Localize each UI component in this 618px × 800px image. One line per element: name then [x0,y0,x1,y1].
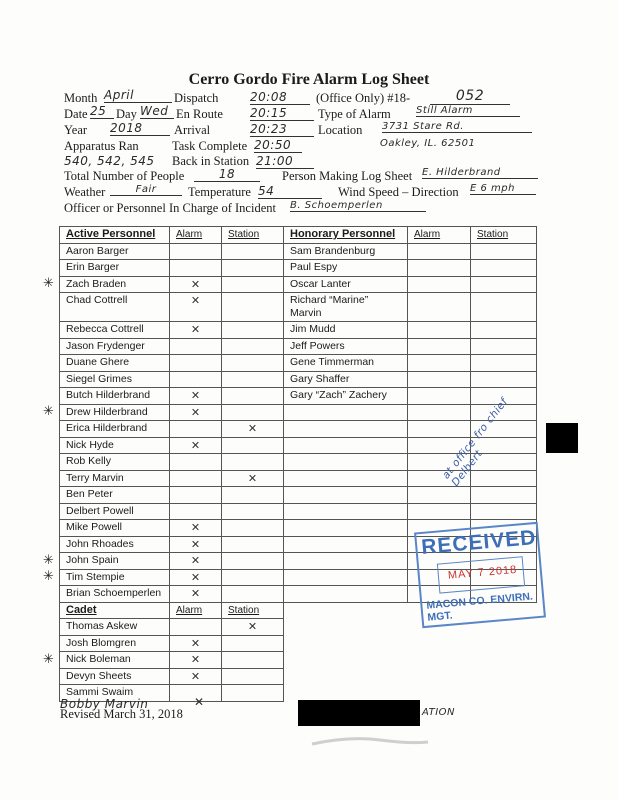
cadet-row [60,635,537,652]
station-mark [222,355,284,372]
empty-cell [471,668,537,685]
station-mark: ✕ [222,470,284,487]
honorary-name: Sam Brandenburg [284,243,408,260]
active-name: John Spain [60,553,170,570]
table-row [60,404,537,421]
alarm-header: Alarm [170,227,222,244]
station-mark [222,293,284,322]
active-name: Rob Kelly [60,454,170,471]
asterisk-mark: ✳ [43,552,54,568]
active-name: Duane Ghere [60,355,170,372]
honorary-alarm-mark [408,487,471,504]
day-label: Day [116,107,137,121]
honorary-alarm-mark [408,243,471,260]
cadet-station-mark [222,685,284,702]
active-name: Drew Hilderbrand [60,404,170,421]
apparatus-value: 540, 542, 545 [64,154,155,168]
cadet-name: Devyn Sheets [60,668,170,685]
active-name: Nick Hyde [60,437,170,454]
asterisk-mark: ✳ [43,404,54,419]
station-mark [222,520,284,537]
empty-cell [284,602,408,619]
handwritten-name: Bobby Marvin [60,697,149,711]
alarm-mark [170,371,222,388]
table-row [60,243,537,260]
honorary-station-mark [471,260,537,277]
cadet-station-mark [222,652,284,669]
day-value: Wed [140,104,174,119]
station-mark [222,388,284,405]
honorary-name [284,520,408,537]
empty-cell [471,635,537,652]
table-row [60,293,537,322]
scan-smudge [310,734,430,750]
alarm-mark: ✕ [170,322,222,339]
honorary-name [284,569,408,586]
temperature-label: Temperature [188,185,251,199]
active-name: Ben Peter [60,487,170,504]
handwritten-mark: ✕ [194,695,205,709]
honorary-station-mark [471,322,537,339]
cadet-station-mark [222,668,284,685]
temperature-value: 54 [258,184,322,199]
back-in-station-label: Back in Station [172,154,250,168]
honorary-station-mark [471,243,537,260]
active-name: Butch Hilderbrand [60,388,170,405]
table-row [60,421,537,438]
alarm-mark [170,503,222,520]
honorary-alarm-mark [408,355,471,372]
cadet-alarm-mark: ✕ [170,668,222,685]
total-people-value: 18 [194,167,260,182]
stamp-date: MAY 7 2018 [447,563,518,582]
honorary-station-mark [471,371,537,388]
cadet-row [60,668,537,685]
honorary-alarm-mark [408,371,471,388]
honorary-name [284,404,408,421]
alarm-mark: ✕ [170,553,222,570]
active-name: Tim Stempie [60,569,170,586]
task-complete-value: 20:50 [254,138,302,153]
empty-cell [471,685,537,702]
honorary-station-mark [471,293,537,322]
station-mark [222,260,284,277]
person-making-label: Person Making Log Sheet [282,169,413,183]
empty-cell [284,652,408,669]
active-name: Terry Marvin [60,470,170,487]
honorary-station-mark [471,338,537,355]
station-mark [222,503,284,520]
active-personnel-header: Active Personnel [60,227,170,244]
honorary-alarm-mark [408,338,471,355]
station-header: Station [222,227,284,244]
station-mark [222,553,284,570]
honorary-name [284,503,408,520]
back-in-station-value: 21:00 [256,154,314,169]
station-mark [222,569,284,586]
table-row [60,355,537,372]
alarm-mark [170,487,222,504]
active-name: Siegel Grimes [60,371,170,388]
honorary-name: Gary Shaffer [284,371,408,388]
received-stamp [414,522,546,628]
station-mark [222,243,284,260]
alarm-mark: ✕ [170,437,222,454]
honorary-station-mark [471,503,537,520]
active-name: Delbert Powell [60,503,170,520]
table-header-row [60,227,537,244]
empty-cell [284,668,408,685]
active-name: Mike Powell [60,520,170,537]
station-mark [222,586,284,603]
cadet-name: Josh Blomgren [60,635,170,652]
honorary-station-mark [471,487,537,504]
station-mark [222,487,284,504]
honorary-alarm-mark [408,503,471,520]
station-mark [222,536,284,553]
cadet-name: Sammi Swaim [60,685,170,702]
year-label: Year [64,123,88,137]
station-mark [222,454,284,471]
en-route-label: En Route [176,107,223,121]
person-making-value: E. Hilderbrand [422,167,538,179]
weather-label: Weather [64,185,106,199]
revised-note: Revised March 31, 2018 [60,707,183,721]
month-label: Month [64,91,98,105]
cadet-name: Thomas Askew [60,619,170,636]
honorary-alarm-mark [408,404,471,421]
honorary-name [284,536,408,553]
active-name: Aaron Barger [60,243,170,260]
station-mark [222,322,284,339]
location-line2: Oakley, IL. 62501 [380,138,476,149]
office-only-label: (Office Only) #18- [316,91,411,105]
honorary-alarm-mark [408,388,471,405]
honorary-name [284,454,408,471]
alarm-mark: ✕ [170,536,222,553]
dispatch-label: Dispatch [174,91,219,105]
log-number-value: 052 [430,88,510,105]
officer-label: Officer or Personnel In Charge of Incident [64,201,276,215]
alarm-mark [170,338,222,355]
cadet-station-mark [222,635,284,652]
arrival-label: Arrival [174,123,211,137]
honorary-personnel-header: Honorary Personnel [284,227,408,244]
station-mark [222,338,284,355]
empty-cell [408,635,471,652]
asterisk-mark: ✳ [43,651,54,667]
cadet-row [60,652,537,669]
alarm-mark [170,355,222,372]
alarm-mark: ✕ [170,276,222,293]
active-name: Brian Schoemperlen [60,586,170,603]
empty-cell [284,619,408,636]
arrival-value: 20:23 [250,122,314,137]
alarm-mark [170,454,222,471]
honorary-alarm-mark [408,421,471,438]
table-row [60,322,537,339]
apparatus-label: Apparatus Ran [64,139,139,153]
location-label: Location [318,123,363,137]
empty-cell [408,652,471,669]
honorary-alarm-header: Alarm [408,227,471,244]
honorary-alarm-mark [408,276,471,293]
station-mark [222,276,284,293]
table-row [60,487,537,504]
en-route-value: 20:15 [250,106,314,121]
cadet-name: Nick Boleman [60,652,170,669]
empty-cell [408,685,471,702]
alarm-mark: ✕ [170,586,222,603]
empty-cell [284,635,408,652]
alarm-mark: ✕ [170,404,222,421]
honorary-name [284,437,408,454]
station-mark [222,371,284,388]
weather-value: Fair [110,184,182,196]
month-value: April [104,88,172,103]
honorary-station-mark [471,276,537,293]
asterisk-mark: ✳ [43,569,54,584]
active-name: Jason Frydenger [60,338,170,355]
honorary-name [284,487,408,504]
year-value: 2018 [110,121,170,136]
margin-note: at office fro chief Delbert [440,395,511,489]
station-mark [222,437,284,454]
cadet-station-header: Station [222,602,284,619]
honorary-name [284,553,408,570]
alarm-mark: ✕ [170,388,222,405]
alarm-mark: ✕ [170,569,222,586]
table-row [60,260,537,277]
stamp-agency: MACON CO. ENVIRN. MGT. [425,590,534,624]
honorary-name: Gary “Zach” Zachery [284,388,408,405]
asterisk-mark: ✳ [43,276,54,291]
dispatch-value: 20:08 [250,90,310,105]
table-row [60,503,537,520]
cadet-alarm-mark: ✕ [170,652,222,669]
honorary-name: Jim Mudd [284,322,408,339]
alarm-mark [170,260,222,277]
table-row [60,371,537,388]
active-name: John Rhoades [60,536,170,553]
honorary-name [284,470,408,487]
honorary-alarm-mark [408,293,471,322]
date-value: 25 [90,104,114,119]
cadet-alarm-mark [170,619,222,636]
cadet-alarm-mark: ✕ [170,635,222,652]
type-of-alarm-label: Type of Alarm [318,107,391,121]
active-name: Erin Barger [60,260,170,277]
redaction-side-box [546,423,578,453]
alarm-mark: ✕ [170,293,222,322]
honorary-name: Oscar Lanter [284,276,408,293]
active-name: Rebecca Cottrell [60,322,170,339]
date-label: Date [64,107,88,121]
honorary-station-header: Station [471,227,537,244]
table-row [60,338,537,355]
wind-label: Wind Speed – Direction [338,185,459,199]
honorary-name: Gene Timmerman [284,355,408,372]
alarm-mark [170,421,222,438]
task-complete-label: Task Complete [172,139,248,153]
station-mark: ✕ [222,421,284,438]
table-row [60,388,537,405]
empty-cell [471,652,537,669]
location-line1: 3731 Stare Rd. [382,121,532,133]
honorary-name [284,421,408,438]
honorary-station-mark [471,470,537,487]
alarm-mark [170,243,222,260]
empty-cell [408,668,471,685]
total-people-label: Total Number of People [64,169,185,183]
redacted-tail-text: ATION [422,707,456,718]
empty-cell [284,685,408,702]
honorary-alarm-mark [408,260,471,277]
form-title: Cerro Gordo Fire Alarm Log Sheet [188,71,430,88]
officer-value: B. Schoemperlen [290,200,426,212]
stamp-received-text: RECEIVED [420,525,538,559]
active-name: Erica Hilderbrand [60,421,170,438]
honorary-name [284,586,408,603]
honorary-alarm-mark [408,322,471,339]
station-mark [222,404,284,421]
alarm-mark: ✕ [170,520,222,537]
honorary-name: Paul Espy [284,260,408,277]
active-name: Zach Braden [60,276,170,293]
honorary-name: Jeff Powers [284,338,408,355]
cadet-alarm-header: Alarm [170,602,222,619]
honorary-station-mark [471,355,537,372]
table-row [60,276,537,293]
honorary-name: Richard “Marine” Marvin [284,293,408,322]
type-of-alarm-value: Still Alarm [416,105,520,117]
active-name: Chad Cottrell [60,293,170,322]
redaction-bar [298,700,420,726]
alarm-mark [170,470,222,487]
wind-value: E 6 mph [470,183,536,195]
cadet-station-mark: ✕ [222,619,284,636]
cadet-header: Cadet [60,602,170,619]
